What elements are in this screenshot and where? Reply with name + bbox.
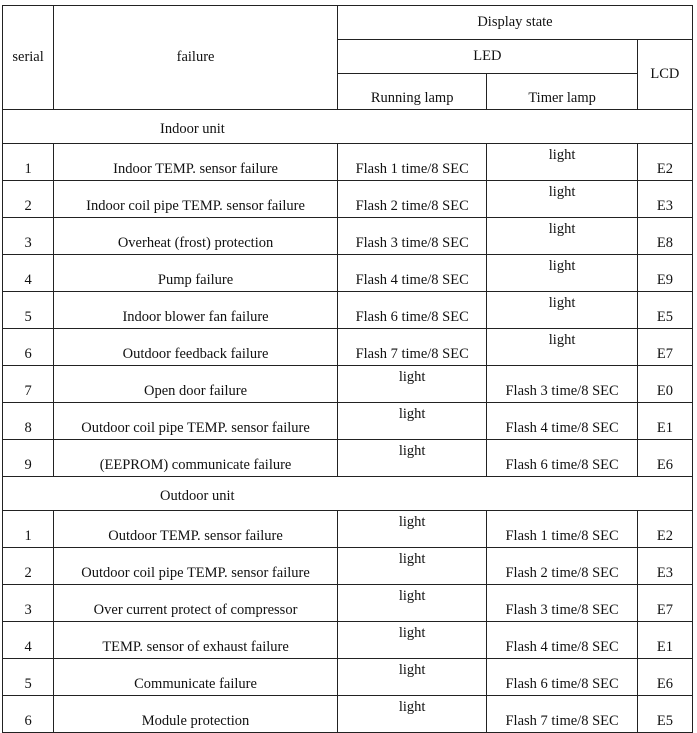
timer-lamp-header: Timer lamp bbox=[487, 74, 637, 110]
failure-cell: TEMP. sensor of exhaust failure bbox=[54, 622, 338, 659]
running-lamp-cell: Flash 3 time/8 SEC bbox=[337, 218, 486, 255]
running-lamp-cell: light bbox=[337, 511, 486, 548]
timer-lamp-cell: Flash 4 time/8 SEC bbox=[487, 403, 637, 440]
lcd-code-cell: E1 bbox=[637, 622, 692, 659]
table-row bbox=[3, 403, 693, 440]
section-cell bbox=[3, 477, 693, 511]
table-row bbox=[3, 440, 693, 477]
running-lamp-cell: light bbox=[337, 366, 486, 403]
table-row bbox=[3, 329, 693, 366]
failure-cell: Overheat (frost) protection bbox=[54, 218, 338, 255]
timer-lamp-cell: Flash 1 time/8 SEC bbox=[487, 511, 637, 548]
lcd-code-cell: E9 bbox=[637, 255, 692, 292]
timer-lamp-cell: light bbox=[487, 218, 637, 255]
lcd-code-cell: E6 bbox=[637, 659, 692, 696]
section-cell bbox=[3, 110, 693, 144]
failure-cell: (EEPROM) communicate failure bbox=[54, 440, 338, 477]
running-lamp-cell: light bbox=[337, 585, 486, 622]
table-row bbox=[3, 366, 693, 403]
lcd-code-cell: E5 bbox=[637, 696, 692, 733]
failure-cell: Module protection bbox=[54, 696, 338, 733]
serial-header: serial bbox=[3, 6, 54, 110]
failure-cell: Over current protect of compressor bbox=[54, 585, 338, 622]
timer-lamp-cell: Flash 2 time/8 SEC bbox=[487, 548, 637, 585]
failure-cell: Outdoor coil pipe TEMP. sensor failure bbox=[54, 403, 338, 440]
table-body bbox=[3, 110, 693, 733]
failure-cell: Open door failure bbox=[54, 366, 338, 403]
running-lamp-cell: Flash 7 time/8 SEC bbox=[337, 329, 486, 366]
timer-lamp-cell: Flash 4 time/8 SEC bbox=[487, 622, 637, 659]
serial-cell: 5 bbox=[3, 292, 54, 329]
timer-lamp-cell: light bbox=[487, 292, 637, 329]
failure-cell: Indoor coil pipe TEMP. sensor failure bbox=[54, 181, 338, 218]
lcd-code-cell: E2 bbox=[637, 511, 692, 548]
serial-cell: 5 bbox=[3, 659, 54, 696]
section-title: Indoor unit bbox=[160, 121, 225, 137]
running-lamp-cell: Flash 4 time/8 SEC bbox=[337, 255, 486, 292]
section-row bbox=[3, 477, 693, 511]
lcd-code-cell: E3 bbox=[637, 548, 692, 585]
table-row bbox=[3, 218, 693, 255]
table-header bbox=[3, 6, 693, 110]
timer-lamp-cell: light bbox=[487, 144, 637, 181]
table-row bbox=[3, 181, 693, 218]
serial-cell: 3 bbox=[3, 585, 54, 622]
failure-header: failure bbox=[54, 6, 338, 110]
table-row bbox=[3, 144, 693, 181]
lcd-header: LCD bbox=[637, 40, 692, 110]
serial-cell: 3 bbox=[3, 218, 54, 255]
display-state-header: Display state bbox=[337, 6, 692, 40]
failure-cell: Indoor TEMP. sensor failure bbox=[54, 144, 338, 181]
running-lamp-cell: Flash 1 time/8 SEC bbox=[337, 144, 486, 181]
led-header: LED bbox=[337, 40, 637, 74]
serial-cell: 6 bbox=[3, 696, 54, 733]
timer-lamp-cell: light bbox=[487, 181, 637, 218]
timer-lamp-cell: Flash 6 time/8 SEC bbox=[487, 440, 637, 477]
failure-cell: Outdoor coil pipe TEMP. sensor failure bbox=[54, 548, 338, 585]
failure-code-table bbox=[2, 5, 693, 733]
table-row bbox=[3, 696, 693, 733]
running-lamp-cell: light bbox=[337, 622, 486, 659]
table-row bbox=[3, 292, 693, 329]
table-row bbox=[3, 511, 693, 548]
serial-cell: 4 bbox=[3, 255, 54, 292]
table-row bbox=[3, 255, 693, 292]
failure-cell: Communicate failure bbox=[54, 659, 338, 696]
timer-lamp-cell: Flash 6 time/8 SEC bbox=[487, 659, 637, 696]
section-row bbox=[3, 110, 693, 144]
failure-cell: Pump failure bbox=[54, 255, 338, 292]
failure-cell: Outdoor TEMP. sensor failure bbox=[54, 511, 338, 548]
failure-cell: Outdoor feedback failure bbox=[54, 329, 338, 366]
serial-cell: 2 bbox=[3, 181, 54, 218]
serial-cell: 6 bbox=[3, 329, 54, 366]
lcd-code-cell: E7 bbox=[637, 585, 692, 622]
table-row bbox=[3, 659, 693, 696]
table-row bbox=[3, 548, 693, 585]
serial-cell: 2 bbox=[3, 548, 54, 585]
timer-lamp-cell: Flash 7 time/8 SEC bbox=[487, 696, 637, 733]
running-lamp-cell: light bbox=[337, 659, 486, 696]
running-lamp-cell: light bbox=[337, 440, 486, 477]
lcd-code-cell: E1 bbox=[637, 403, 692, 440]
lcd-code-cell: E6 bbox=[637, 440, 692, 477]
serial-cell: 7 bbox=[3, 366, 54, 403]
lcd-code-cell: E5 bbox=[637, 292, 692, 329]
lcd-code-cell: E3 bbox=[637, 181, 692, 218]
lcd-code-cell: E8 bbox=[637, 218, 692, 255]
running-lamp-cell: light bbox=[337, 696, 486, 733]
table-row bbox=[3, 622, 693, 659]
serial-cell: 4 bbox=[3, 622, 54, 659]
table-row bbox=[3, 585, 693, 622]
serial-cell: 8 bbox=[3, 403, 54, 440]
timer-lamp-cell: light bbox=[487, 255, 637, 292]
lcd-code-cell: E2 bbox=[637, 144, 692, 181]
running-lamp-cell: light bbox=[337, 548, 486, 585]
section-title: Outdoor unit bbox=[160, 488, 235, 504]
running-lamp-cell: Flash 2 time/8 SEC bbox=[337, 181, 486, 218]
lcd-code-cell: E0 bbox=[637, 366, 692, 403]
running-lamp-cell: Flash 6 time/8 SEC bbox=[337, 292, 486, 329]
timer-lamp-cell: light bbox=[487, 329, 637, 366]
serial-cell: 9 bbox=[3, 440, 54, 477]
running-lamp-cell: light bbox=[337, 403, 486, 440]
serial-cell: 1 bbox=[3, 511, 54, 548]
lcd-code-cell: E7 bbox=[637, 329, 692, 366]
serial-cell: 1 bbox=[3, 144, 54, 181]
timer-lamp-cell: Flash 3 time/8 SEC bbox=[487, 366, 637, 403]
running-lamp-header: Running lamp bbox=[337, 74, 486, 110]
failure-cell: Indoor blower fan failure bbox=[54, 292, 338, 329]
timer-lamp-cell: Flash 3 time/8 SEC bbox=[487, 585, 637, 622]
